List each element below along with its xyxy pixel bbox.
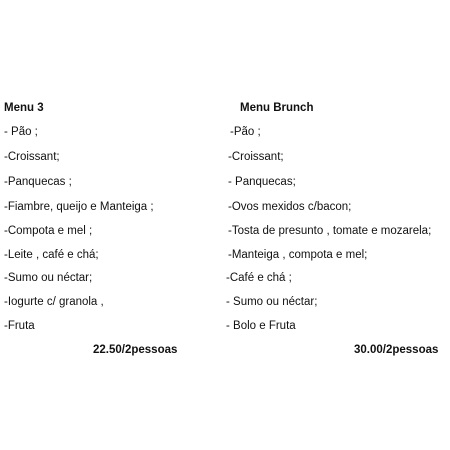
menu-item: -Iogurte c/ granola , xyxy=(4,296,104,308)
menu-item: - Bolo e Fruta xyxy=(226,320,296,332)
menu-brunch-price: 30.00/2pessoas xyxy=(354,344,439,356)
menu-item: -Fruta xyxy=(4,320,35,332)
menu-3-title: Menu 3 xyxy=(4,102,44,114)
menu-item: -Sumo ou néctar; xyxy=(4,272,93,284)
menu-item: -Croissant; xyxy=(4,151,60,163)
menu-item: -Croissant; xyxy=(228,151,284,163)
menu-item: -Pão ; xyxy=(230,126,261,138)
menu-3-price: 22.50/2pessoas xyxy=(93,344,178,356)
menu-item: -Compota e mel ; xyxy=(4,225,93,237)
menu-brunch-title: Menu Brunch xyxy=(240,102,314,114)
menu-item: -Fiambre, queijo e Manteiga ; xyxy=(4,201,154,213)
menu-item: -Manteiga , compota e mel; xyxy=(228,249,368,261)
menu-item: -Tosta de presunto , tomate e mozarela; xyxy=(228,225,432,237)
menu-item: - Sumo ou néctar; xyxy=(226,296,318,308)
menu-item: -Leite , café e chá; xyxy=(4,249,99,261)
menu-item: -Ovos mexidos c/bacon; xyxy=(228,201,352,213)
menu-item: -Panquecas ; xyxy=(4,176,72,188)
menu-item: - Pão ; xyxy=(4,126,38,138)
menu-item: -Café e chá ; xyxy=(226,272,292,284)
menu-item: - Panquecas; xyxy=(228,176,296,188)
